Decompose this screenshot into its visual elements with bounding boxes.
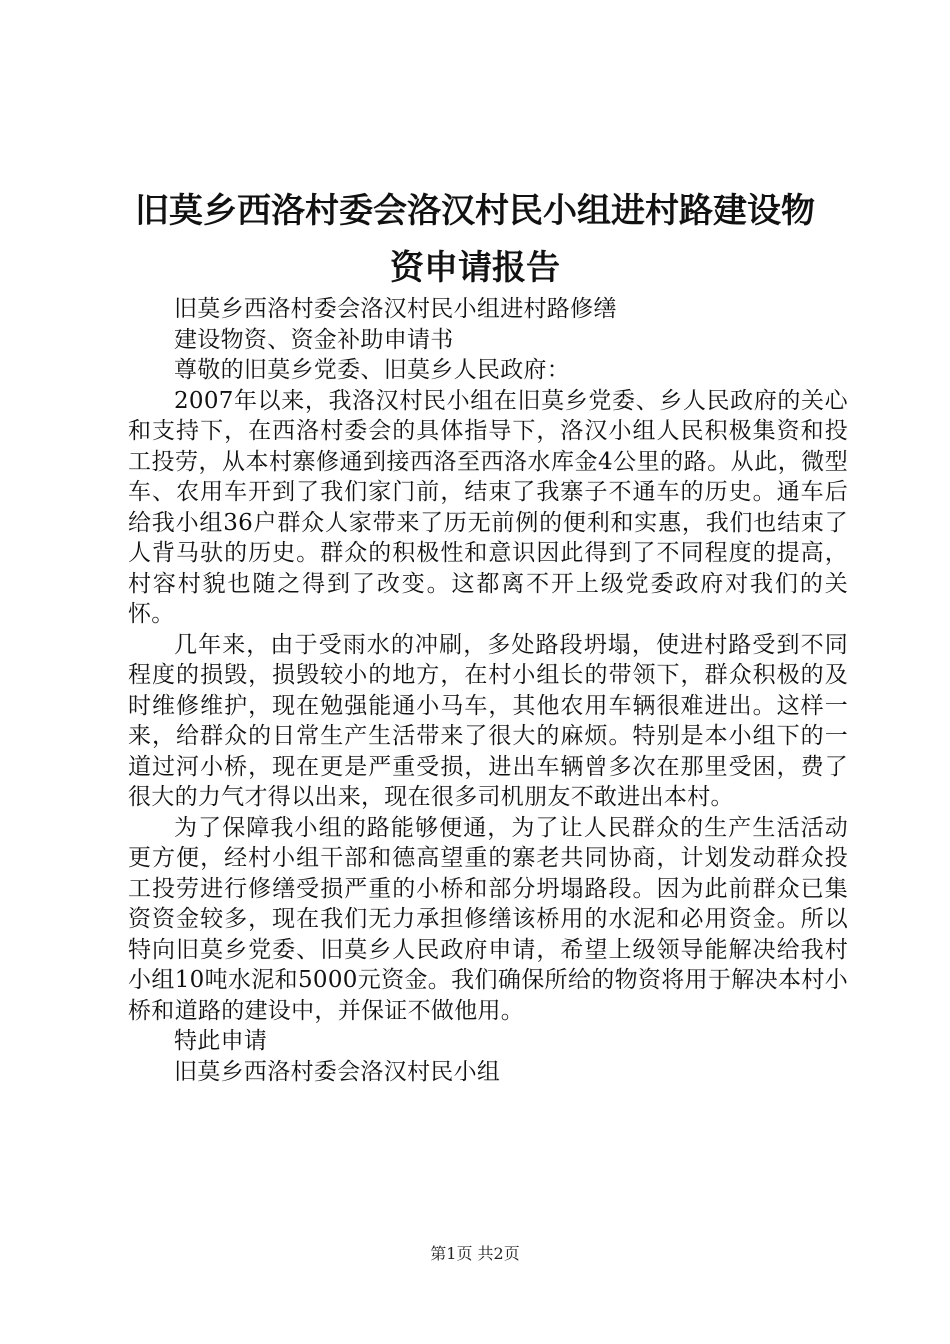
subtitle-line-2: 建设物资、资金补助申请书	[174, 326, 454, 353]
salutation: 尊敬的旧莫乡党委、旧莫乡人民政府：	[174, 357, 571, 383]
document-title-line-2: 资申请报告	[390, 248, 560, 288]
body-paragraph: 为了保障我小组的路能够便通，为了让人民群众的生产生活活动更方便，经村小组干部和德高望重的寨老共同协商，计划发动群众投工投劳进行修缮受损严重的小桥和部分坍塌路段。因为此前群众已集资资金较多，现在我们无力承担修缮该桥用的水泥和必用资金。所以特向旧莫乡党委、旧莫乡人民政府申请，希望上级领导能解决给我村小组10吨水泥和5000元资金。我们确保所给的物资将用于解决本村小桥和道路的建设中，并保证不做他用。	[128, 814, 848, 1024]
body-paragraph: 2007年以来，我洛汉村民小组在旧莫乡党委、乡人民政府的关心和支持下，在西洛村委会的具体指导下，洛汉小组人民积极集资和投工投劳，从本村寨修通到接西洛至西洛水库金4公里的路。从此，微型车、农用车开到了我们家门前，结束了我寨子不通车的历史。通车后给我小组36户群众人家带来了历无前例的便利和实惠，我们也结束了人背马驮的历史。群众的积极性和意识因此得到了不同程度的提高，村容村貌也随之得到了改变。这都离不开上级党委政府对我们的关怀。	[128, 387, 848, 627]
body-paragraph: 几年来，由于受雨水的冲刷，多处路段坍塌，使进村路受到不同程度的损毁，损毁较小的地方，在村小组长的带领下，群众积极的及时维修维护，现在勉强能通小马车，其他农用车辆很难进出。这样一来，给群众的日常生产生活带来了很大的麻烦。特别是本小组下的一道过河小桥，现在更是严重受损，进出车辆曾多次在那里受困，费了很大的力气才得以出来，现在很多司机朋友不敢进出本村。	[128, 631, 848, 810]
page-footer: 第1页 共2页	[430, 1244, 520, 1263]
document-title-line-1: 旧莫乡西洛村委会洛汉村民小组进村路建设物	[135, 191, 815, 231]
subtitle-line-1: 旧莫乡西洛村委会洛汉村民小组进村路修缮	[174, 296, 617, 322]
signature-line: 旧莫乡西洛村委会洛汉村民小组	[174, 1058, 501, 1085]
document-body	[128, 294, 848, 1087]
closing-line: 特此申请	[174, 1028, 268, 1054]
